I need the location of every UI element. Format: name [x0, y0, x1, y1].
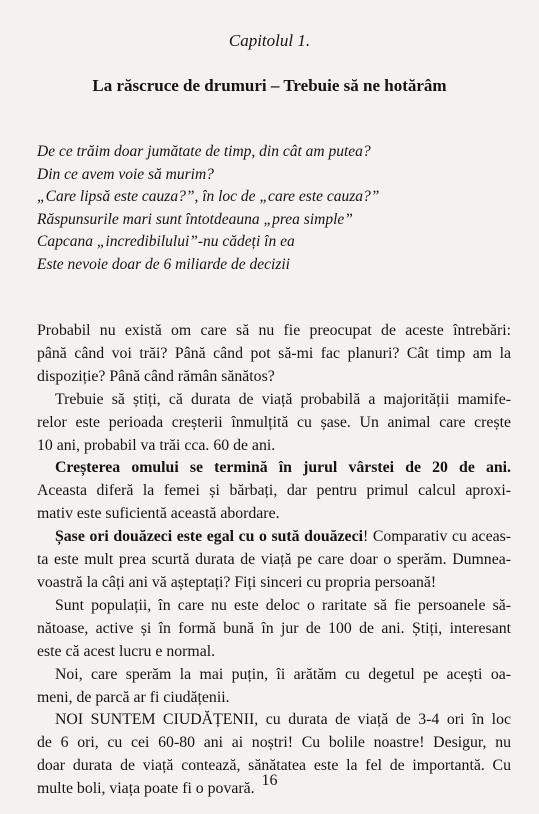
- paragraph: [37, 320, 511, 389]
- text-line: dispoziție? Până când rămân sănătos?: [37, 367, 275, 385]
- chapter-title: La răscruce de drumuri – Trebuie să ne hotărâm: [92, 76, 447, 95]
- paragraph: [37, 457, 511, 526]
- contents-item: Din ce avem voie să murim?: [37, 165, 214, 183]
- paragraph: [37, 664, 511, 710]
- chapter-contents-list: [37, 141, 507, 276]
- text-line: Sunt populații, în care nu este deloc o raritate să fie persoanele să-: [55, 596, 511, 614]
- text-line: Probabil nu există om care să nu fie preocupat de aceste întrebări:: [37, 322, 511, 339]
- text-line: mativ este suficientă această abordare.: [37, 505, 280, 523]
- contents-item: De ce trăim doar jumătate de timp, din cât am putea?: [37, 143, 371, 160]
- text-line: meni, de parcă ar fi ciudățenii.: [37, 688, 230, 706]
- text-fragment: ! Comparativ cu aceas-: [362, 528, 512, 546]
- chapter-heading: Capitolul 1.: [228, 31, 311, 50]
- body-text: [37, 320, 511, 801]
- text-line: Trebuie să știți, că durata de viață probabilă a majorității mamife-: [55, 390, 511, 408]
- bold-phrase: Șase ori douăzeci este egal cu o sută douăzeci: [55, 528, 363, 546]
- contents-item: „Care lipsă este cauza?”, în loc de „care este cauza?”: [37, 188, 380, 205]
- text-line: relor este perioada creșterii înmulțită cu șase. Un animal care crește: [37, 413, 511, 431]
- text-line: [37, 526, 511, 549]
- text-line: voastră la câți ani vă așteptați? Fiți sinceri cu propria persoană!: [37, 573, 437, 591]
- text-line: multe boli, viața poate fi o povară.: [37, 780, 255, 798]
- text-line: până când voi trăi? Până când pot să-mi fac planuri? Cât timp am la: [37, 344, 511, 362]
- text-line: doar durata de viață contează, sănătatea este la fel de importantă. Cu: [37, 757, 511, 775]
- text-line: nătoase, active și în formă bună în jur de 100 de ani. Știți, interesant: [37, 619, 511, 637]
- text-line: 10 ani, probabil va trăi cca. 60 de ani.: [37, 436, 276, 454]
- paragraph: [37, 595, 511, 664]
- text-line: Noi, care sperăm la mai puțin, îi arătăm cu degetul pe acești oa-: [55, 665, 511, 683]
- contents-item: Răspunsurile mari sunt întotdeauna „prea simple”: [37, 210, 353, 228]
- text-line: este că acest lucru e normal.: [37, 642, 216, 660]
- contents-item: Capcana „incredibilului”-nu cădeți în ea: [37, 233, 295, 250]
- text-line: ta este mult prea scurtă durata de viață pe care doar o sperăm. Dumnea-: [37, 551, 511, 569]
- text-line: Aceasta diferă la femei și bărbați, dar pentru primul calcul aproxi-: [37, 482, 511, 500]
- page-number: 16: [261, 772, 278, 789]
- text-line: NOI SUNTEM CIUDĂȚENII, cu durata de viață de 3-4 ori în loc: [55, 711, 511, 729]
- text-line: de 6 ori, cu cei 60-80 ani ai noștri! Cu bolile noastre! Desigur, nu: [37, 734, 511, 752]
- paragraph: [37, 389, 511, 458]
- paragraph: [37, 526, 511, 595]
- contents-item: Este nevoie doar de 6 miliarde de decizii: [37, 255, 290, 273]
- bold-text-line: Creșterea omului se termină în jurul vârstei de 20 de ani.: [55, 459, 511, 477]
